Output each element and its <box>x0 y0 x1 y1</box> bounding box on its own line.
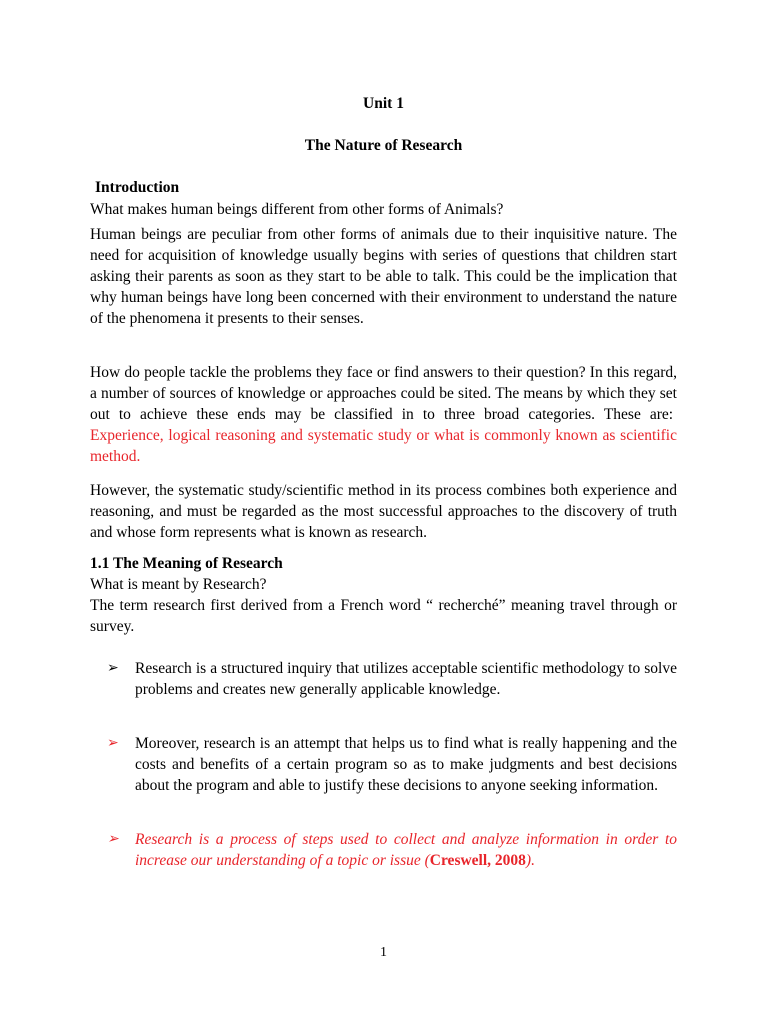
paragraph-4: The term research first derived from a French word “ recherché” meaning travel through or survey. <box>90 597 677 635</box>
section-question: What is meant by Research? <box>90 576 267 593</box>
bullet-3-text: Research is a process of steps used to collect and analyze information in order to increase our understanding of a topic or issue ( <box>135 831 677 869</box>
bullet-2 <box>107 733 677 796</box>
bullet-1 <box>107 658 677 700</box>
paragraph-3: However, the systematic study/scientific method in its process combines both experience and reasoning, and must be regarded as the most successful approaches to the discovery of truth and whose form represents what is known as research. <box>90 482 677 541</box>
bullet-2-text: Moreover, research is an attempt that helps us to find what is really happening and the costs and benefits of a certain program so as to make judgments and best decisions about the program and able to justify these decisions to anyone seeking information. <box>135 735 677 794</box>
intro-heading: Introduction <box>95 179 180 196</box>
bullet-3-end: ). <box>525 852 535 869</box>
paragraph-2-highlight: Experience, logical reasoning and systematic study or what is commonly known as scientific method. <box>90 427 677 465</box>
intro-question: What makes human beings different from other forms of Animals? <box>90 201 504 218</box>
page-title: The Nature of Research <box>304 137 463 154</box>
document-page <box>90 0 677 1024</box>
bullet-arrow-icon: ➢ <box>107 736 119 751</box>
bullet-arrow-icon: ➢ <box>107 661 119 676</box>
paragraph-2 <box>90 362 677 467</box>
bullet-1-text: Research is a structured inquiry that utilizes acceptable scientific methodology to solve problems and creates new generally applicable knowledge. <box>135 660 677 698</box>
section-heading: 1.1 The Meaning of Research <box>90 555 283 572</box>
citation: Creswell, 2008 <box>429 852 526 869</box>
bullet-3 <box>107 829 677 871</box>
page-number: 1 <box>380 945 387 960</box>
unit-label: Unit 1 <box>363 95 404 112</box>
bullet-arrow-icon: ➢ <box>107 832 119 847</box>
paragraph-2-text: How do people tackle the problems they face or find answers to their question? In this regard, a number of sources of knowledge or approaches could be sited. The means by which they set out to achieve these ends may be classified in to three broad categories. These are: <box>90 364 677 423</box>
paragraph-1: Human beings are peculiar from other forms of animals due to their inquisitive nature. The need for acquisition of knowledge usually begins with series of questions that children start asking their parents as soon as they start to be able to talk. This could be the implication that why human beings have long been concerned with their environment to understand the nature of the phenomena it presents to their senses. <box>90 226 677 327</box>
